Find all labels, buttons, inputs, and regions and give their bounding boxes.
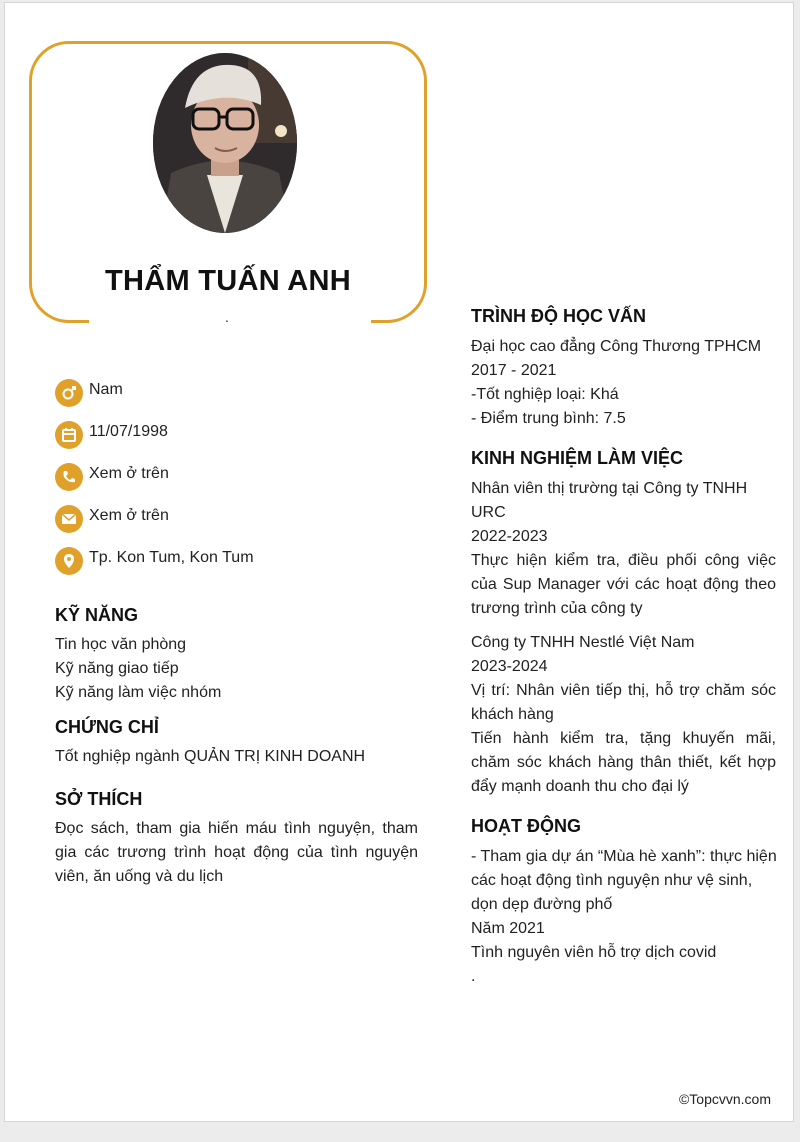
contact-phone: [55, 461, 415, 503]
activities-title: HOẠT ĐỘNG: [471, 816, 581, 836]
job-period: 2022-2023: [471, 528, 548, 545]
candidate-name: THẨM TUẤN ANH: [104, 265, 352, 297]
job-company: Công ty TNHH Nestlé Việt Nam: [471, 634, 695, 651]
activity-line: các hoạt động tình nguyện như vệ sinh,: [471, 872, 753, 889]
calendar-icon: [55, 421, 83, 449]
activity-line: - Tham gia dự án “Mùa hè xanh”: thực hiện: [471, 848, 777, 865]
education-years: 2017 - 2021: [471, 362, 557, 379]
activity-year: Năm 2021: [471, 920, 545, 937]
contact-list: [55, 377, 415, 587]
cv-page: [4, 2, 794, 1122]
certificates-list: [55, 745, 418, 769]
hobbies-text: [55, 817, 418, 889]
profile-frame-gap: [89, 312, 371, 332]
job-description: Thực hiện kiểm tra, điều phối công việc của Sup Manager với các hoạt động theo trương trình của công ty: [471, 552, 776, 617]
contact-address-value: Tp. Kon Tum, Kon Tum: [89, 549, 254, 566]
job-position: Vị trí: Nhân viên tiếp thị, hỗ trợ chăm sóc khách hàng: [471, 682, 776, 723]
job-company: Nhân viên thị trường tại Công ty TNHH: [471, 480, 748, 497]
hobbies-paragraph: Đọc sách, tham gia hiến máu tình nguyện, tham gia các trương trình hoạt động của tình nguyện viên, ăn uống và du lịch: [55, 820, 418, 885]
education-gpa: - Điểm trung bình: 7.5: [471, 410, 626, 427]
education-details: [471, 335, 776, 431]
contact-address: [55, 545, 415, 587]
list-item: Tin học văn phòng: [55, 636, 187, 653]
job-company-cont: URC: [471, 504, 506, 521]
experience-job-2: [471, 631, 776, 799]
skills-list: [55, 633, 418, 705]
list-item: Kỹ năng giao tiếp: [55, 660, 179, 677]
experience-title: KINH NGHIỆM LÀM VIỆC: [471, 448, 684, 468]
gender-icon: [55, 379, 83, 407]
contact-birthday-value: 11/07/1998: [89, 423, 168, 440]
contact-gender: [55, 377, 415, 419]
education-school: Đại học cao đẳng Công Thương TPHCM: [471, 338, 762, 355]
job-description: Tiến hành kiểm tra, tặng khuyến mãi, chăm sóc khách hàng thân thiết, kết hợp đẩy mạnh doanh thu cho đại lý: [471, 730, 776, 795]
experience-job-1: [471, 477, 776, 621]
hobbies-title: SỞ THÍCH: [55, 789, 143, 809]
contact-gender-value: Nam: [89, 381, 123, 398]
education-grade: -Tốt nghiệp loại: Khá: [471, 386, 619, 403]
activities-details: [471, 845, 776, 989]
list-item: Kỹ năng làm việc nhóm: [55, 684, 222, 701]
contact-phone-value: Xem ở trên: [89, 465, 169, 482]
phone-icon: [55, 463, 83, 491]
email-icon: [55, 505, 83, 533]
skills-title: KỸ NĂNG: [55, 605, 139, 625]
footer-watermark: ©Topcvvn.com: [678, 1091, 771, 1107]
list-item: Tốt nghiệp ngành QUẢN TRỊ KINH DOANH: [55, 748, 366, 765]
avatar: [153, 53, 297, 233]
location-icon: [55, 547, 83, 575]
education-title: TRÌNH ĐỘ HỌC VẤN: [471, 306, 646, 326]
activity-line: dọn dẹp đường phố: [471, 896, 613, 913]
profile-subtitle: .: [225, 309, 229, 325]
activity-line: Tình nguyên viên hỗ trợ dịch covid: [471, 944, 717, 961]
contact-email-value: Xem ở trên: [89, 507, 169, 524]
contact-birthday: [55, 419, 415, 461]
contact-email: [55, 503, 415, 545]
certificates-title: CHỨNG CHỈ: [55, 717, 159, 737]
activity-line: .: [471, 968, 476, 985]
job-period: 2023-2024: [471, 658, 548, 675]
